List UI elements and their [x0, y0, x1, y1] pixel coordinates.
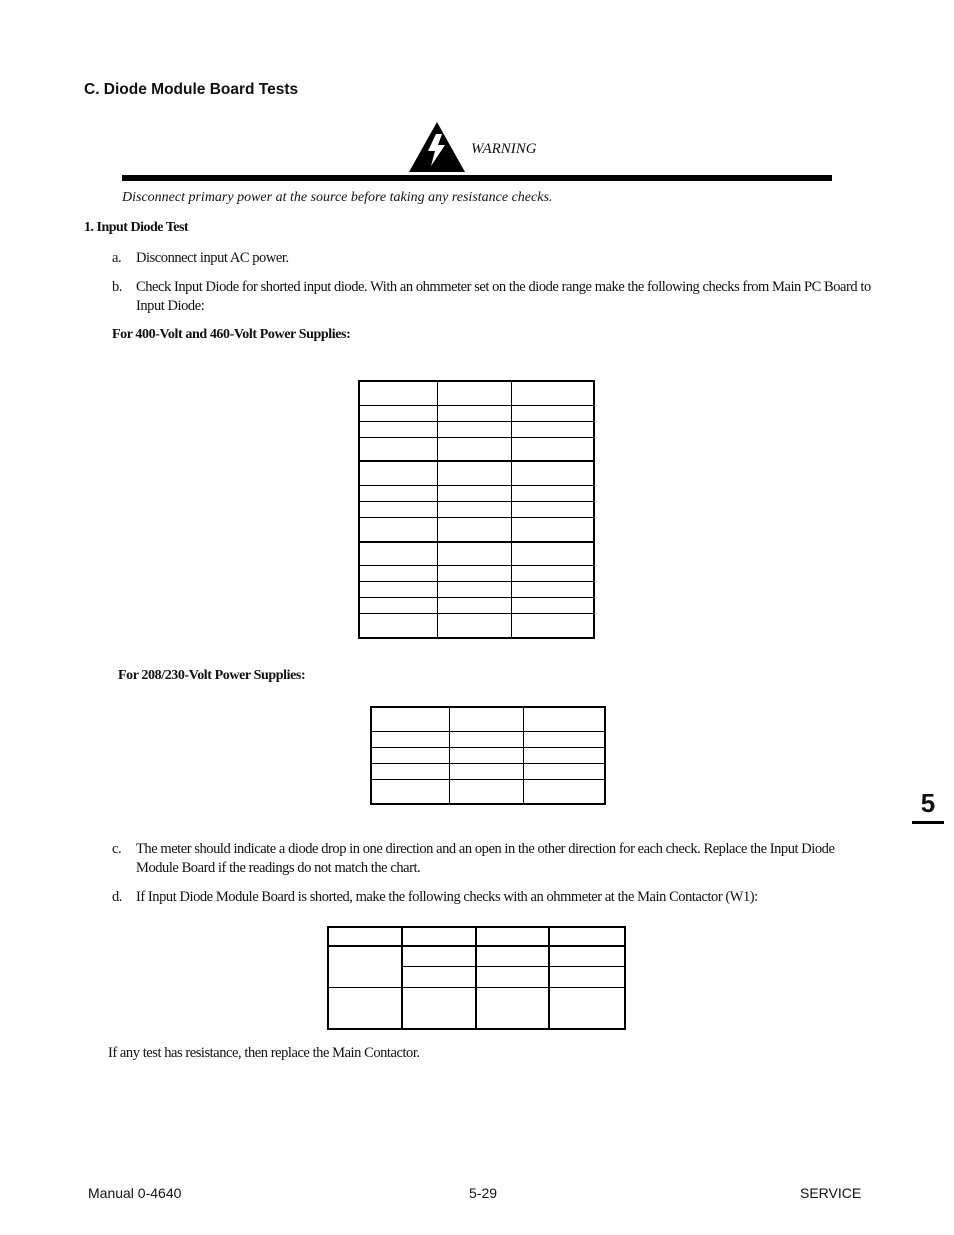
table-row — [371, 780, 605, 804]
table-row — [359, 518, 594, 542]
footer-section-name: SERVICE — [800, 1185, 862, 1201]
input-diode-test-heading: 1. Input Diode Test — [84, 220, 189, 235]
table-row — [359, 582, 594, 598]
table-row — [328, 946, 625, 966]
table-row — [371, 731, 605, 747]
chapter-tab-number: 5 — [920, 788, 936, 818]
step-text: The meter should indicate a diode drop in one direction and an open in the other direction for each check. Replace the Input Diode Module Board if the readings do not match the chart. — [136, 841, 835, 876]
step-text: If Input Diode Module Board is shorted, make the following checks with an ohmmeter at the Main Contactor (W1): — [136, 889, 758, 905]
step-letter: c. — [112, 841, 122, 857]
warning-divider — [122, 175, 832, 181]
section-title: C. Diode Module Board Tests — [84, 81, 299, 98]
table-row — [371, 707, 605, 731]
main-contactor-check-table — [327, 926, 626, 1030]
table-row — [359, 405, 594, 421]
step-letter: a. — [112, 250, 122, 266]
table-row — [359, 461, 594, 485]
step-text: Check Input Diode for shorted input diode. With an ohmmeter set on the diode range make the following checks from Main PC Board to Input Diode: — [136, 279, 871, 314]
table-row — [359, 598, 594, 614]
table-row — [359, 542, 594, 566]
step-letter: d. — [112, 889, 122, 905]
table-row — [359, 381, 594, 405]
table-row — [359, 437, 594, 461]
chapter-tab-underline — [912, 821, 944, 824]
table-row — [359, 501, 594, 517]
table-row — [371, 764, 605, 780]
warning-label: WARNING — [471, 141, 537, 157]
lightning-warning-icon — [408, 121, 466, 173]
table-row — [328, 927, 625, 946]
table-row — [359, 421, 594, 437]
table-row — [359, 614, 594, 638]
footer-manual-number: Manual 0-4640 — [88, 1185, 182, 1201]
step-letter: b. — [112, 279, 122, 295]
table-row — [328, 987, 625, 1029]
step-text: Disconnect input AC power. — [136, 250, 289, 266]
diode-check-table-400v — [358, 380, 595, 639]
subhead-400v: For 400-Volt and 460-Volt Power Supplies: — [112, 327, 351, 342]
closing-note: If any test has resistance, then replace the Main Contactor. — [108, 1045, 420, 1061]
table-row — [359, 485, 594, 501]
subhead-208v: For 208/230-Volt Power Supplies: — [118, 668, 306, 683]
warning-text: Disconnect primary power at the source before taking any resistance checks. — [122, 190, 553, 205]
footer-page-number: 5-29 — [469, 1185, 498, 1201]
diode-check-table-208v — [370, 706, 606, 805]
table-row — [359, 566, 594, 582]
table-row — [371, 747, 605, 763]
